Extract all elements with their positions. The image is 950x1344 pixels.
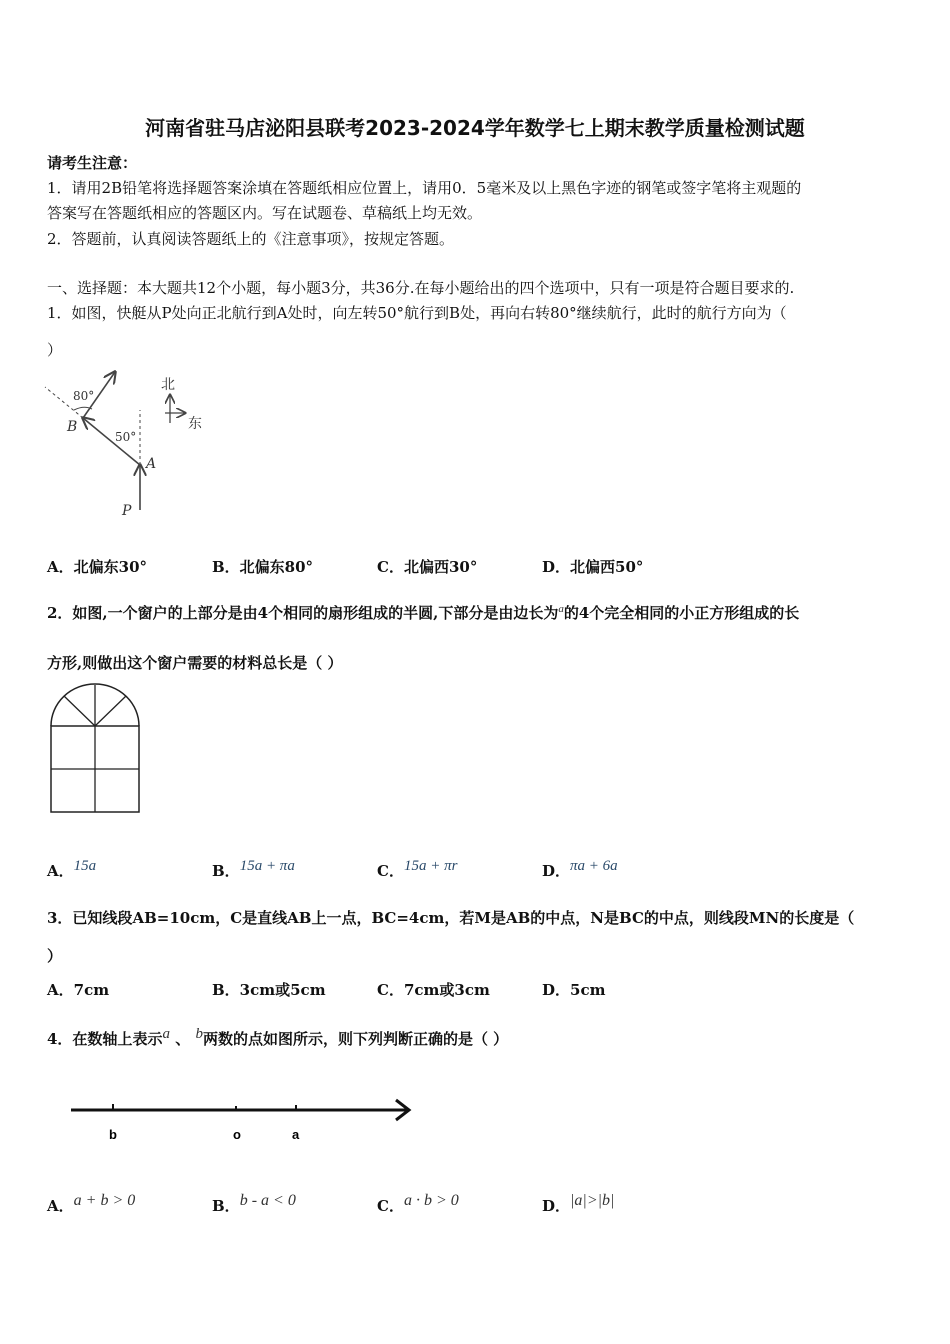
question-1-text: 1．如图，快艇从P处向正北航行到A处时，向左转50°航行到B处，再向右转80°继续航行，此时的航行方向为（ [47, 304, 787, 322]
window-figure [45, 683, 145, 818]
q4-sep: 、 [175, 1030, 191, 1048]
q4-var-b: b [195, 1026, 203, 1042]
option-formula: 15a + πr [403, 858, 458, 874]
point-b-label: B [67, 419, 78, 435]
option-label: D． [542, 862, 571, 880]
option-formula: a + b > 0 [73, 1192, 136, 1209]
option-label: C． [377, 862, 404, 880]
question-3-close: ） [47, 947, 63, 965]
question-1-close: ） [47, 341, 63, 359]
option-label: B． [212, 862, 240, 880]
east-label: 东 [188, 416, 202, 432]
option-label: A． [47, 1197, 74, 1215]
q3-option-d: D．5cm [542, 981, 606, 999]
number-line [65, 1095, 425, 1150]
question-4-text [47, 1026, 508, 1049]
q1-option-b: B．北偏东80° [212, 558, 314, 576]
notice-line: 答案写在答题纸相应的答题区内。写在试题卷、草稿纸上均无效。 [47, 204, 483, 222]
option-label: A． [47, 862, 74, 880]
section-heading: 一、选择题：本大题共12个小题，每小题3分，共36分.在每小题给出的四个选项中，只有一项是符合题目要求的. [47, 279, 795, 297]
q2-text-b: 的4个完全相同的小正方形组成的长 [563, 604, 800, 622]
q4-option-b [212, 1192, 296, 1216]
q3-option-a: A．7cm [47, 981, 110, 999]
q1-option-a: A．北偏东30° [47, 558, 148, 576]
option-label: D． [542, 1197, 571, 1215]
angle-50-label: 50° [115, 430, 137, 444]
q2-text-a: 2．如图,一个窗户的上部分是由4个相同的扇形组成的半圆,下部分是由边长为 [47, 604, 559, 622]
option-formula: a · b > 0 [403, 1192, 459, 1209]
q2-option-c [377, 858, 457, 881]
q4-option-d [542, 1192, 614, 1216]
option-formula: 15a + πa [239, 858, 295, 874]
question-3-text: 3．已知线段AB=10cm，C是直线AB上一点，BC=4cm，若M是AB的中点，N是BC的中点，则线段MN的长度是（ [47, 909, 855, 927]
q3-option-c: C．7cm或3cm [377, 981, 490, 999]
notice-line: 2．答题前，认真阅读答题纸上的《注意事项》，按规定答题。 [47, 230, 455, 248]
q2-option-a [47, 858, 96, 881]
option-formula: 15a [73, 858, 97, 874]
axis-label-b: b [109, 1127, 117, 1142]
q4-text-a: 4．在数轴上表示 [47, 1030, 163, 1048]
q4-option-a [47, 1192, 135, 1216]
axis-label-a: a [292, 1127, 300, 1142]
option-label: B． [212, 1197, 240, 1215]
notice-heading: 请考生注意： [47, 154, 138, 172]
option-label: C． [377, 1197, 404, 1215]
q2-option-b [212, 858, 295, 881]
option-formula: |a|>|b| [570, 1192, 615, 1209]
point-a-label: A [146, 456, 157, 472]
q4-text-b: 两数的点如图所示，则下列判断正确的是（ ） [202, 1030, 509, 1048]
q4-option-c [377, 1192, 459, 1216]
q1-option-c: C．北偏西30° [377, 558, 478, 576]
notice-line: 1．请用2B铅笔将选择题答案涂填在答题纸相应位置上，请用0．5毫米及以上黑色字迹的钢笔或签字笔将主观题的 [47, 179, 802, 197]
q2-var: a [558, 603, 564, 615]
question-2-text-cont: 方形,则做出这个窗户需要的材料总长是（ ） [47, 654, 343, 672]
option-formula: πa + 6a [570, 858, 618, 874]
q1-option-d: D．北偏西50° [542, 558, 644, 576]
point-p-label: P [122, 503, 132, 519]
option-formula: b - a < 0 [239, 1192, 296, 1209]
north-label: 北 [161, 377, 175, 393]
q3-option-b: B．3cm或5cm [212, 981, 326, 999]
axis-label-o: o [233, 1127, 241, 1142]
navigation-figure [40, 365, 220, 525]
page-title: 河南省驻马店泌阳县联考2023-2024学年数学七上期末教学质量检测试题 [145, 116, 805, 140]
q2-option-d [542, 858, 618, 881]
question-2-text [47, 602, 799, 623]
q4-var-a: a [162, 1026, 170, 1042]
angle-80-label: 80° [73, 389, 95, 403]
